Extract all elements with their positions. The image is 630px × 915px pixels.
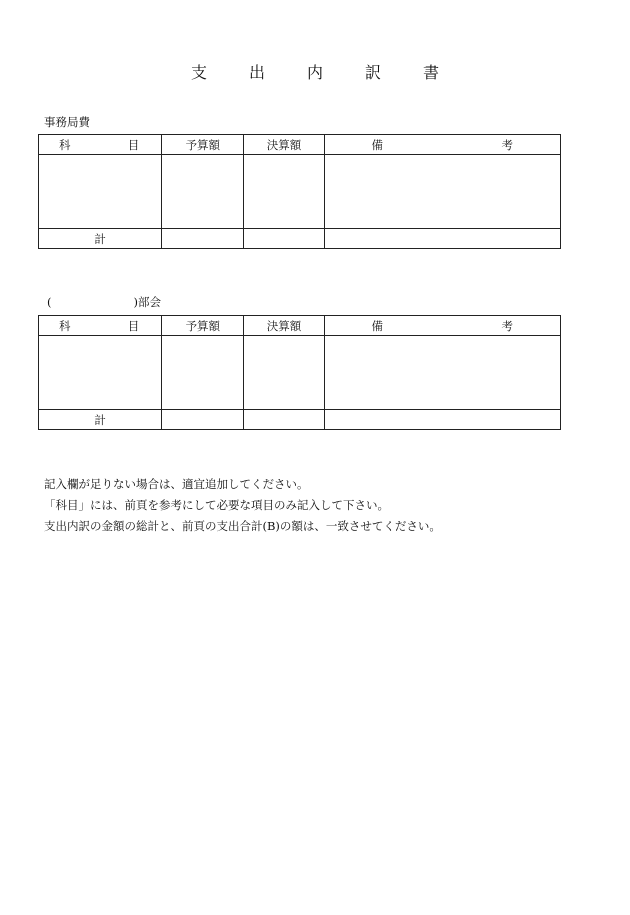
paren-open: (: [47, 295, 52, 309]
title-char: 書: [423, 63, 440, 82]
table-total-row: [39, 410, 561, 430]
title-char: 支: [190, 63, 207, 82]
total-actual-cell[interactable]: [244, 410, 324, 430]
title-char: 訳: [365, 63, 382, 82]
table-entry-row: [39, 336, 561, 410]
document-title: [0, 60, 630, 83]
header-notes-right: 考: [501, 318, 513, 333]
header-notes: [324, 316, 560, 336]
entry-notes-cell[interactable]: [324, 155, 560, 229]
division-suffix: 部会: [138, 295, 161, 309]
total-label: 計: [39, 229, 162, 249]
entry-budget-cell[interactable]: [162, 155, 244, 229]
section-label-secretariat: 事務局費: [44, 115, 90, 129]
entry-item-cell[interactable]: [39, 155, 162, 229]
header-notes-left: 備: [371, 318, 384, 333]
table-header-row: [39, 316, 561, 336]
instruction-line: 「科目」には、前頁を参考にして必要な項目のみ記入して下さい。: [44, 498, 389, 512]
table-total-row: [39, 229, 561, 249]
total-label: 計: [39, 410, 162, 430]
header-item-left: 科: [59, 137, 71, 152]
header-item-right: 目: [127, 137, 140, 152]
table-header-row: [39, 135, 561, 155]
header-item: [39, 316, 162, 336]
header-notes: [324, 135, 560, 155]
header-notes-left: 備: [371, 137, 384, 152]
entry-item-cell[interactable]: [39, 336, 162, 410]
total-notes-cell[interactable]: [324, 229, 560, 249]
total-actual-cell[interactable]: [244, 229, 324, 249]
header-actual: 決算額: [244, 135, 324, 155]
header-notes-right: 考: [501, 137, 513, 152]
header-budget: 予算額: [162, 316, 244, 336]
header-item-right: 目: [127, 318, 140, 333]
header-item: [39, 135, 162, 155]
entry-notes-cell[interactable]: [324, 336, 560, 410]
entry-actual-cell[interactable]: [244, 336, 324, 410]
instruction-line: 支出内訳の金額の総計と、前頁の支出合計(B)の額は、一致させてください。: [44, 519, 441, 533]
header-item-left: 科: [59, 318, 71, 333]
total-notes-cell[interactable]: [324, 410, 560, 430]
title-char: 内: [306, 63, 323, 82]
paren-close: ): [133, 295, 138, 309]
total-budget-cell[interactable]: [162, 410, 244, 430]
section-label-division: [47, 295, 161, 309]
header-actual: 決算額: [244, 316, 324, 336]
instructions-block: [44, 474, 441, 537]
total-budget-cell[interactable]: [162, 229, 244, 249]
entry-budget-cell[interactable]: [162, 336, 244, 410]
instruction-line: 記入欄が足りない場合は、適宜追加してください。: [44, 477, 309, 491]
expense-table-division: [38, 315, 561, 430]
table-entry-row: [39, 155, 561, 229]
entry-actual-cell[interactable]: [244, 155, 324, 229]
header-budget: 予算額: [162, 135, 244, 155]
expense-table-secretariat: [38, 134, 561, 249]
title-char: 出: [248, 63, 265, 82]
